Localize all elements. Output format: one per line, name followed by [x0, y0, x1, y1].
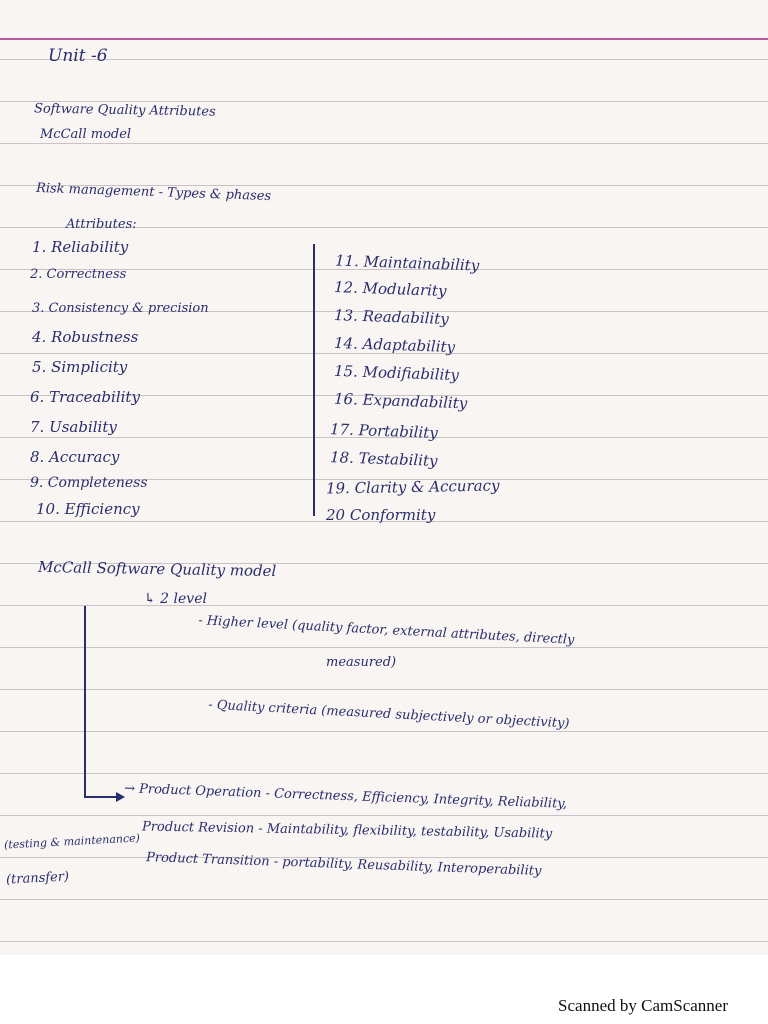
product-transition-line: Product Transition - portability, Reusability, Interoperability [145, 850, 542, 879]
attribute-item: 6. Traceability [30, 388, 140, 406]
attribute-item: 12. Modularity [333, 278, 447, 300]
attribute-item: 11. Maintainability [334, 251, 480, 275]
transfer-note: (transfer) [5, 869, 70, 888]
attribute-item: 8. Accuracy [30, 448, 120, 466]
bracket-vertical-line [84, 606, 86, 798]
attribute-item: 15. Modifiability [333, 361, 460, 385]
page-top-margin-line [0, 38, 768, 40]
attribute-item: 3. Consistency & precision [32, 301, 209, 316]
attribute-item: 20 Conformity [326, 506, 436, 524]
higher-level-line-2: measured) [326, 655, 397, 670]
bracket-horizontal-line [84, 796, 118, 798]
testing-maintenance-note: (testing & maintenance) [3, 831, 141, 852]
column-divider-line [313, 244, 315, 516]
attribute-item: 4. Robustness [32, 328, 139, 346]
attribute-item: 10. Efficiency [36, 500, 140, 518]
two-level-note: ↳ 2 level [144, 591, 207, 607]
attribute-item: 13. Readability [333, 306, 450, 328]
topic-mccall-model: McCall model [40, 127, 132, 142]
higher-level-line-1: - Higher level (quality factor, external attributes, directly [197, 613, 575, 648]
attribute-item: 5. Simplicity [32, 358, 128, 376]
topic-risk-management: Risk management - Types & phases [35, 180, 272, 205]
attribute-item: 7. Usability [30, 418, 117, 436]
product-revision-line: Product Revision - Maintability, flexibility, testability, Usability [141, 819, 553, 842]
attribute-item: 19. Clarity & Accuracy [325, 476, 500, 498]
camscanner-footer: Scanned by CamScanner [558, 996, 728, 1015]
attribute-item: 9. Completeness [30, 475, 148, 491]
quality-criteria-line: - Quality criteria (measured subjectively or objectivity) [207, 697, 570, 732]
attribute-item: 16. Expandability [333, 389, 468, 413]
attribute-item: 18. Testability [329, 448, 438, 470]
unit-title: Unit -6 [48, 46, 108, 66]
attribute-item: 14. Adaptability [333, 333, 456, 357]
attribute-item: 17. Portability [329, 420, 439, 442]
attribute-item: 1. Reliability [32, 238, 129, 256]
product-operation-line: → Product Operation - Correctness, Efficiency, Integrity, Reliability, [123, 781, 568, 812]
attributes-heading: Attributes: [66, 217, 137, 232]
mccall-heading: McCall Software Quality model [37, 557, 277, 581]
attribute-item: 2. Correctness [30, 267, 127, 282]
topic-software-quality-attributes: Software Quality Attributes [33, 101, 216, 120]
